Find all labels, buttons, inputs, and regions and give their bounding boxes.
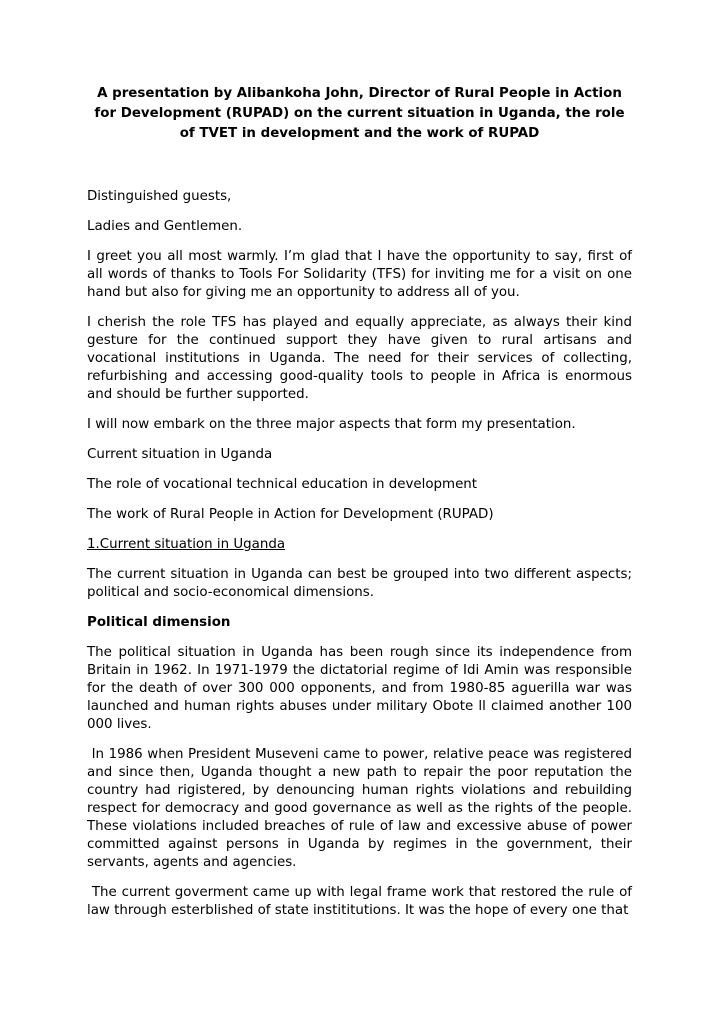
greeting-ladies-gentlemen: Ladies and Gentlemen.	[87, 219, 243, 234]
aspect-item-vocational-education: The role of vocational technical education in development	[87, 477, 478, 492]
paragraph-cherish: I cherish the role TFS has played and equally appreciate, as always their kind gesture for the continued support they have given to rural artisans and vocational institutions in Uganda. The need for their services of collecting, refurbishing and accessing good-quality tools to people in Africa is enormous and should be further supported.	[87, 315, 632, 402]
subheading-political-dimension: Political dimension	[87, 615, 231, 630]
paragraph-political: The political situation in Uganda has been rough since its independence from Britain in 1962. In 1971-1979 the dictatorial regime of Idi Amin was responsible for the death of over 300 000 opponents, and from 1980-85 aguerilla war was launched and human rights abuses under military Obote ll claimed another 100 000 lives.	[87, 645, 632, 732]
paragraph-situation: The current situation in Uganda can best be grouped into two different aspects; political and socio-economical dimensions.	[87, 567, 632, 600]
paragraph-embark: I will now embark on the three major aspects that form my presentation.	[87, 417, 576, 432]
paragraph-government: The current goverment came up with legal frame work that restored the rule of law through esterblished of state instititutions. It was the hope of every one that	[87, 885, 637, 918]
paragraph-1986: In 1986 when President Museveni came to power, relative peace was registered and since then, Uganda thought a new path to repair the poor reputation the country had rigistered, by denouncing human rights violations and rebuilding respect for democracy and good governance as well as the rights of the people. These violations included breaches of rule of law and excessive abuse of power committed against persons in Uganda by regimes in the government, their servants, agents and agencies.	[87, 747, 637, 870]
aspect-item-current-situation: Current situation in Uganda	[87, 447, 273, 462]
document-title: A presentation by Alibankoha John, Director of Rural People in Action for Development (RUPAD) on the current situation in Uganda, the role of TVET in development and the work of RUPAD	[94, 86, 625, 141]
aspect-item-rupad-work: The work of Rural People in Action for Development (RUPAD)	[87, 507, 494, 522]
greeting-distinguished-guests: Distinguished guests,	[87, 189, 232, 204]
document-page	[87, 84, 637, 932]
section-heading-current-situation: 1.Current situation in Uganda	[87, 537, 286, 552]
paragraph-greet: I greet you all most warmly. I’m glad that I have the opportunity to say, first of all words of thanks to Tools For Solidarity (TFS) for inviting me for a visit on one hand but also for giving me an opportunity to address all of you.	[87, 249, 632, 300]
